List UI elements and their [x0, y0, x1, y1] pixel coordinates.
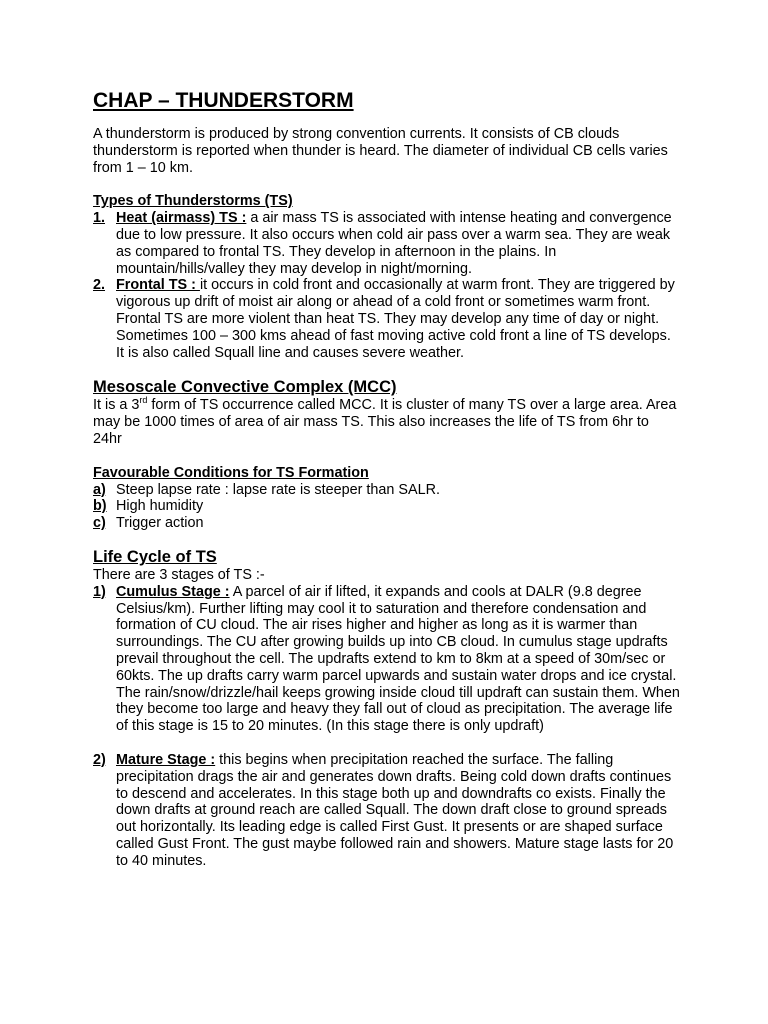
list-text: Frontal TS : it occurs in cold front and occasionally at warm front. They are triggered by vigorous up drift of moist air along or ahead of a cold front or sometimes warm front. Frontal TS are more violent than heat TS. They may develop any time of day or night. Sometimes 100 – 300 kms ahead of fast moving active cold front a line of TS develops. It is also called Squall line and causes severe weather. — [116, 277, 675, 361]
list-letter: b) — [93, 498, 107, 515]
list-label: Mature Stage : — [116, 751, 216, 768]
list-label: Cumulus Stage : — [116, 583, 230, 600]
list-item — [93, 498, 681, 515]
list-label: Frontal TS : — [116, 277, 200, 294]
list-number: 2. — [93, 277, 106, 294]
document-page — [93, 88, 681, 869]
list-number: 1. — [93, 210, 106, 227]
list-item — [93, 210, 681, 277]
list-item — [93, 515, 681, 532]
list-text: Trigger action — [116, 515, 204, 532]
list-text: Cumulus Stage : A parcel of air if lifted, it expands and cools at DALR (9.8 degree Celsius/km). Further lifting may cool it to saturation and therefore condensation and formation of CU cloud. The air rises higher and higher as long as it is warmer than surroundings. The CU after growing builds up into CB cloud. In cumulus stage updrafts prevail throughout the cell. The updrafts extend to km to 8km at a speed of 30m/sec or 60kts. The up drafts carry warm parcel upwards and sustain water drops and ice crystal. The rain/snow/drizzle/hail keeps growing inside cloud till updraft can sustain them. When they become too large and heavy they fall out of cloud as precipitation. The average life of this stage is 15 to 20 minutes. (In this stage there is only updraft) — [116, 583, 680, 735]
list-number: 2) — [93, 751, 106, 768]
mcc-heading: Mesoscale Convective Complex (MCC) — [93, 378, 397, 397]
list-item — [93, 482, 681, 499]
list-number: 1) — [93, 583, 106, 600]
mcc-paragraph: It is a 3rd form of TS occurrence called MCC. It is cluster of many TS over a large area. Area may be 1000 times of area of air mass TS. This also increases the life of TS from 6hr to 24hr — [93, 395, 677, 447]
list-text: Heat (airmass) TS : a air mass TS is associated with intense heating and convergence due to low pressure. It also occurs when cold air pass over a warm sea. They are weak as compared to frontal TS. They develop in afternoon in the plains. In mountain/hills/valley they may develop in night/morning. — [116, 210, 672, 277]
list-item — [93, 752, 681, 870]
list-text: Mature Stage : this begins when precipitation reached the surface. The falling precipitation drags the air and generates down drafts. Being cold down drafts continues to descend and accelerates. In this stage both up and downdrafts co exists. Finally the down drafts at ground reach are called Squall. The down draft close to ground spreads out horizontally. Its leading edge is called First Gust. It presents or are shaped surface called Gust Front. The gust maybe followed rain and showers. Mature stage lasts for 20 to 40 minutes. — [116, 751, 674, 869]
list-letter: c) — [93, 515, 106, 532]
types-heading: Types of Thunderstorms (TS) — [93, 193, 293, 210]
favourable-heading: Favourable Conditions for TS Formation — [93, 464, 369, 481]
page-title: CHAP – THUNDERSTORM — [93, 89, 354, 112]
list-item — [93, 584, 681, 735]
list-text: High humidity — [116, 498, 204, 515]
list-text: Steep lapse rate : lapse rate is steeper than SALR. — [116, 481, 440, 498]
list-label: Heat (airmass) TS : — [116, 210, 247, 227]
list-item — [93, 277, 681, 361]
lifecycle-intro: There are 3 stages of TS :- — [93, 566, 265, 583]
list-letter: a) — [93, 481, 106, 498]
lifecycle-heading: Life Cycle of TS — [93, 547, 217, 566]
intro-paragraph: A thunderstorm is produced by strong convention currents. It consists of CB clouds thunderstorm is reported when thunder is heard. The diameter of individual CB cells varies from 1 – 10 km. — [93, 126, 668, 176]
